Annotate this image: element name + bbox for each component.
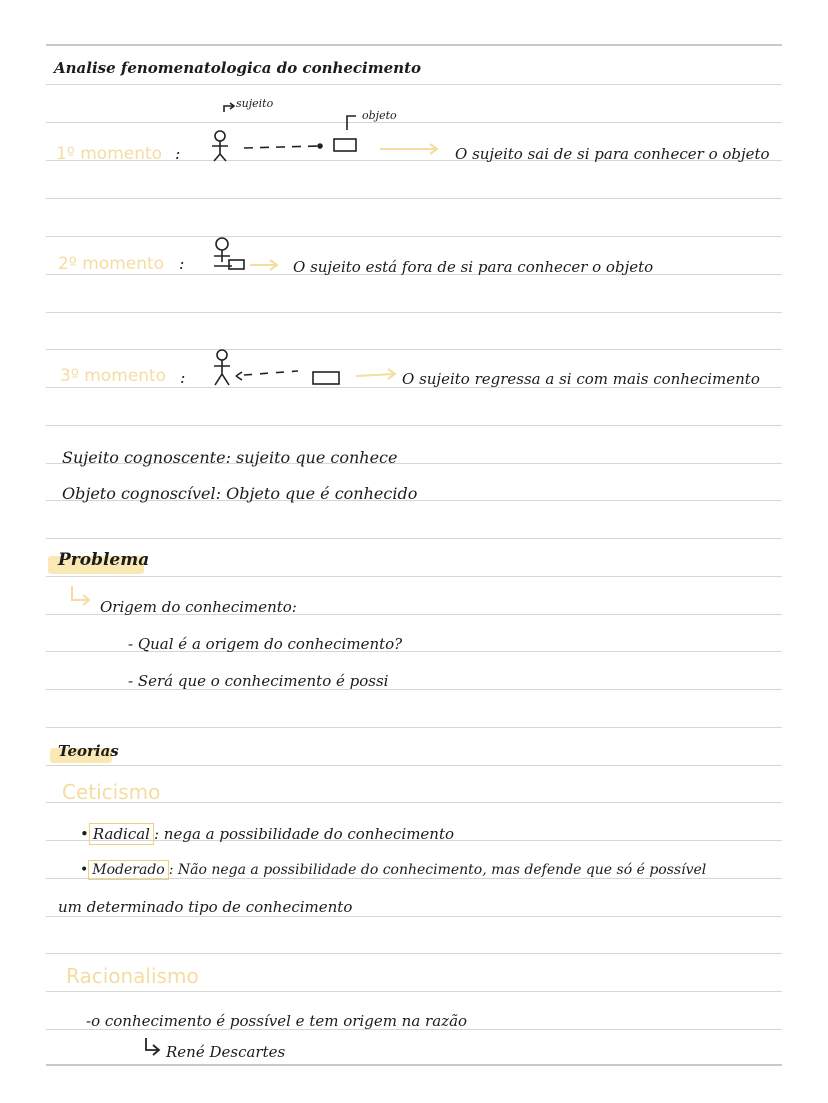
moment-1-description: O sujeito sai de si para conhecer o objeto xyxy=(455,145,770,163)
object-definition: Objeto cognoscível: Objeto que é conhecido xyxy=(62,484,418,503)
moment-2-label: 2º momento xyxy=(58,254,165,274)
radical-text: : nega a possibilidade do conhecimento xyxy=(153,825,455,843)
moment-3-description: O sujeito regressa a si com mais conhecimento xyxy=(402,370,760,388)
racionalismo-author: René Descartes xyxy=(166,1043,286,1061)
object-label: objeto xyxy=(362,109,397,122)
corner-arrow-icon xyxy=(146,1038,159,1055)
problem-question-2: - Será que o conhecimento é possi xyxy=(128,672,389,690)
ceticismo-moderado-continuation: um determinado tipo de conhecimento xyxy=(58,898,353,916)
problem-heading: Problema xyxy=(58,550,150,570)
page-title: Analise fenomenatologica do conhecimento xyxy=(54,59,422,77)
moment-2-description: O sujeito está fora de si para conhecer o objeto xyxy=(293,258,654,276)
radical-label: Radical xyxy=(89,823,154,845)
moment-3-label: 3º momento xyxy=(60,366,167,386)
ceticismo-title: Ceticismo xyxy=(62,780,161,804)
moment-1-colon: : xyxy=(175,144,181,163)
bullet: • xyxy=(80,825,89,843)
moment-3-colon: : xyxy=(180,368,186,387)
bullet: • xyxy=(80,862,89,878)
theories-heading: Teorias xyxy=(58,742,119,760)
problem-question-1: - Qual é a origem do conhecimento? xyxy=(128,635,403,653)
racionalismo-title: Racionalismo xyxy=(66,964,199,988)
moment-2-colon: : xyxy=(179,254,185,273)
subject-definition: Sujeito cognoscente: sujeito que conhece xyxy=(62,448,398,467)
moderado-label: Moderado xyxy=(88,860,168,880)
moment-1-label: 1º momento xyxy=(56,144,163,164)
moderado-text: : Não nega a possibilidade do conhecimento, mas defende que só é possível xyxy=(168,862,707,878)
subject-label: sujeito xyxy=(236,97,274,110)
racionalismo-line: -o conhecimento é possível e tem origem na razão xyxy=(86,1012,468,1030)
problem-topic: Origem do conhecimento: xyxy=(100,598,297,616)
